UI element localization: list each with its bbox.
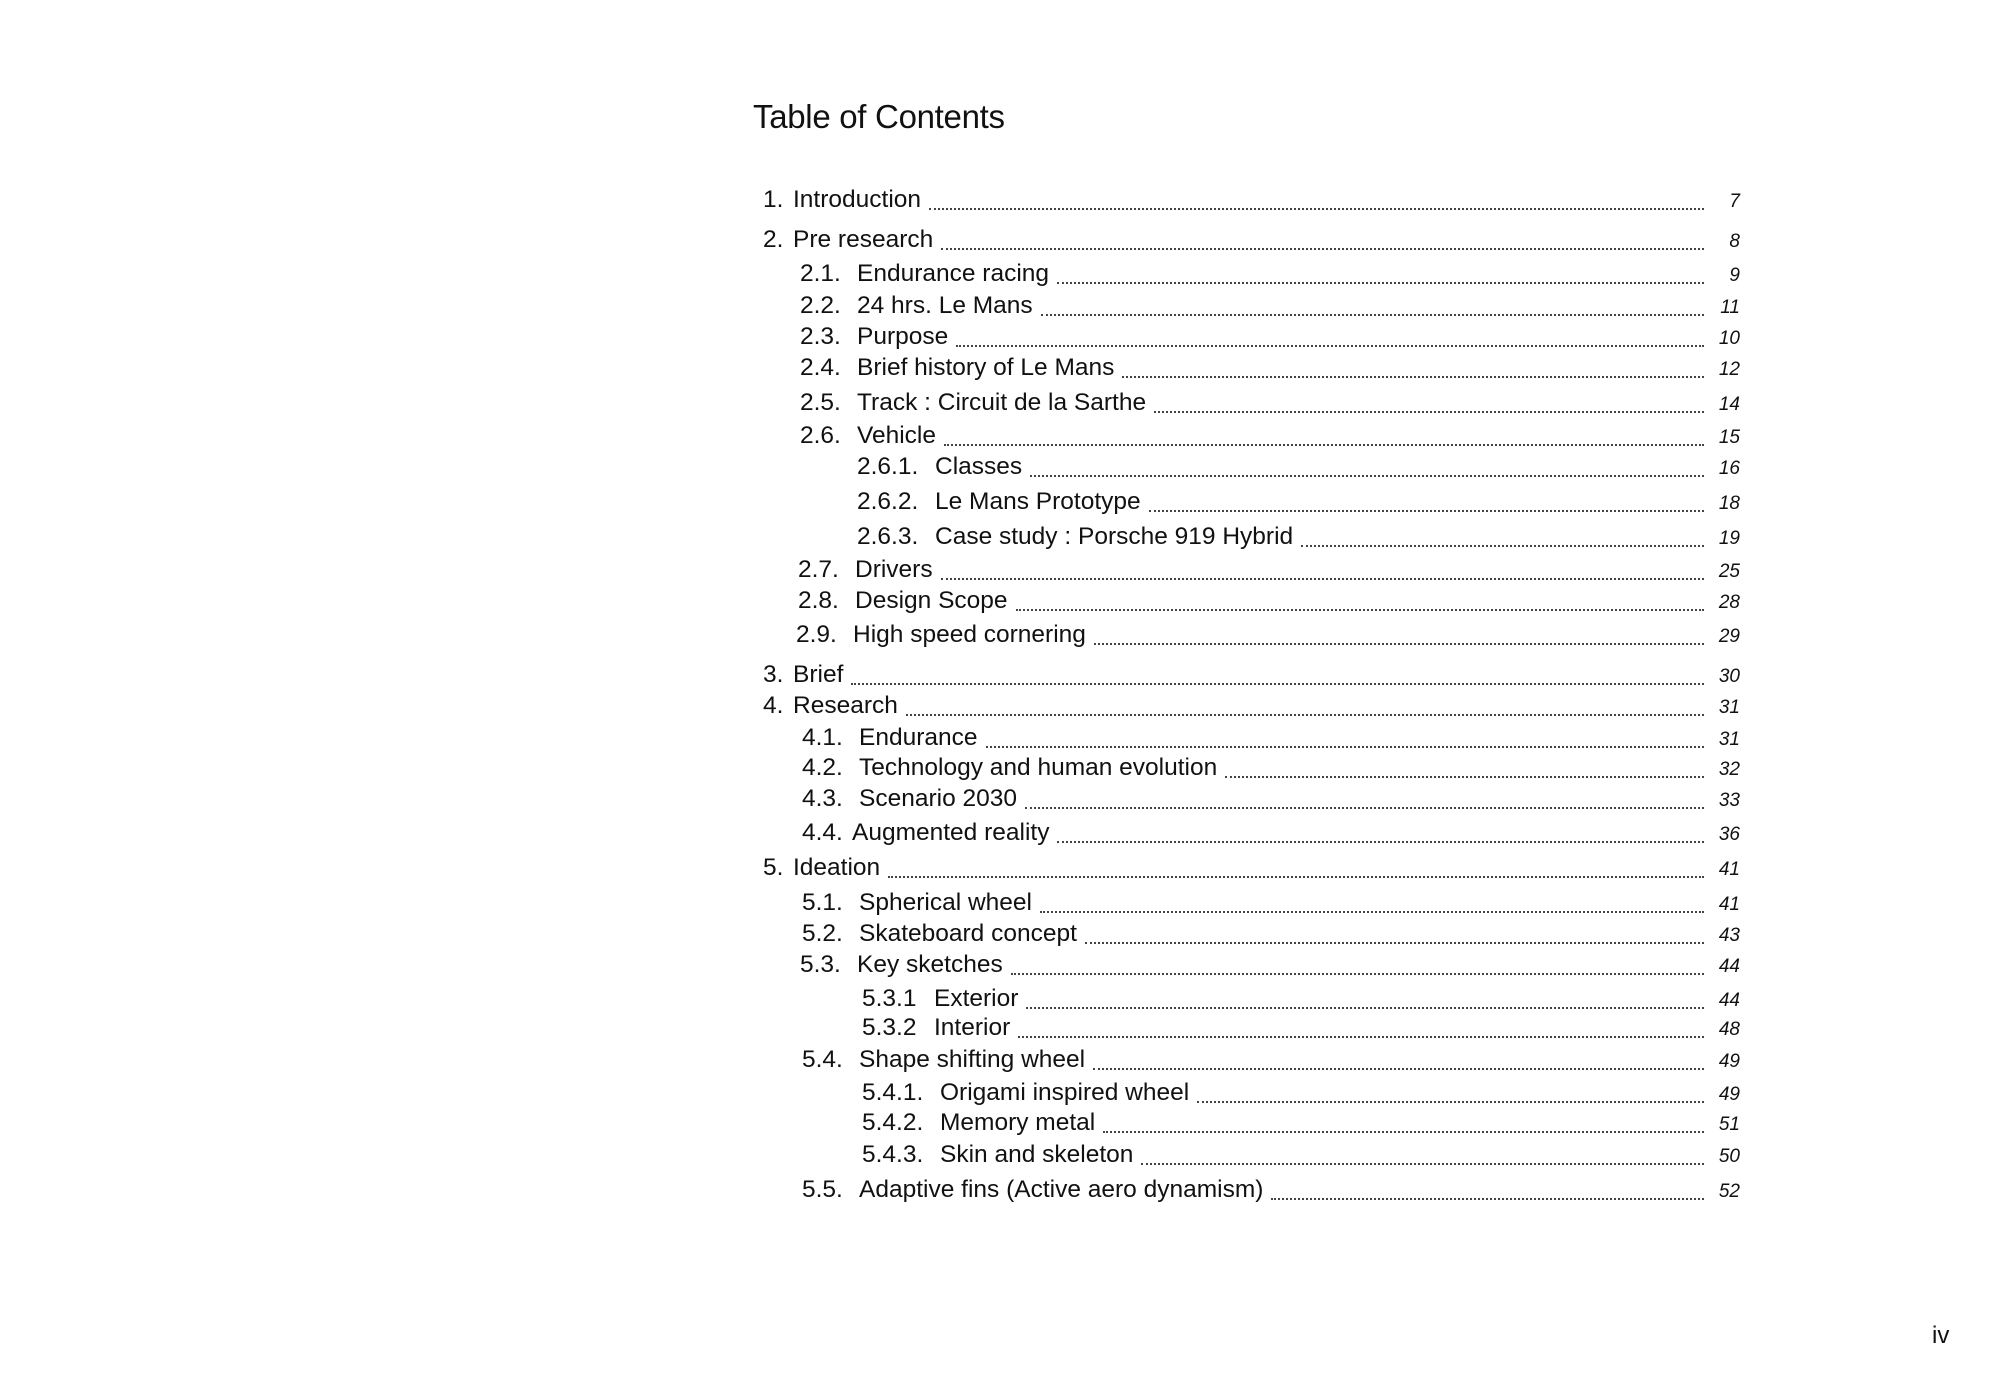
toc-entry-number: 5. [763, 854, 784, 881]
dot-leader [1094, 643, 1704, 645]
toc-entry-page: 48 [1718, 1019, 1740, 1040]
toc-entry-page: 18 [1718, 493, 1740, 514]
toc-entry-label: Adaptive fins (Active aero dynamism) [859, 1176, 1264, 1203]
toc-entry-number: 2. [763, 226, 784, 253]
toc-entry-ideation[interactable] [763, 853, 1740, 883]
toc-entry-classes[interactable] [857, 452, 1740, 482]
toc-entry-page: 49 [1718, 1084, 1740, 1105]
toc-entry-number: 5.4.2. [862, 1109, 924, 1136]
dot-leader [906, 714, 1704, 716]
toc-entry-label: Endurance [859, 724, 978, 751]
toc-entry-scenario-2030[interactable] [802, 784, 1740, 814]
toc-entry-page: 32 [1718, 759, 1740, 780]
toc-entry-number: 2.7. [798, 556, 839, 583]
toc-entry-page: 43 [1718, 925, 1740, 946]
toc-entry-page: 15 [1718, 427, 1740, 448]
toc-entry-number: 2.9. [796, 621, 837, 648]
toc-entry-number: 2.8. [798, 587, 839, 614]
toc-entry-number: 2.6.3. [857, 523, 919, 550]
toc-entry-number: 2.6.1. [857, 453, 919, 480]
toc-entry-label: Research [793, 692, 898, 719]
toc-entry-page: 33 [1718, 790, 1740, 811]
toc-entry-label: Drivers [855, 556, 933, 583]
toc-entry-number: 5.2. [802, 920, 843, 947]
toc-entry-number: 2.6.2. [857, 488, 919, 515]
dot-leader [1041, 314, 1704, 316]
toc-entry-label: Purpose [857, 323, 949, 350]
toc-entry-page: 10 [1718, 328, 1740, 349]
toc-entry-label: Memory metal [940, 1109, 1096, 1136]
toc-entry-number: 2.6. [800, 422, 841, 449]
toc-entry-label: Origami inspired wheel [940, 1079, 1190, 1106]
dot-leader [1225, 776, 1704, 778]
dot-leader [1030, 475, 1704, 477]
toc-entry-label: Technology and human evolution [859, 754, 1218, 781]
toc-entry-exterior[interactable] [862, 984, 1740, 1014]
toc-entry-page: 36 [1718, 824, 1740, 845]
toc-entry-page: 50 [1718, 1146, 1740, 1167]
dot-leader [1018, 1036, 1704, 1038]
dot-leader [1016, 609, 1704, 611]
toc-entry-number: 2.5. [800, 389, 841, 416]
toc-entry-number: 4. [763, 692, 784, 719]
toc-entry-design-scope[interactable] [798, 586, 1740, 616]
toc-entry-number: 4.1. [802, 724, 843, 751]
toc-entry-page: 19 [1718, 528, 1740, 549]
toc-entry-number: 5.4. [802, 1046, 843, 1073]
toc-entry-label: Exterior [934, 985, 1019, 1012]
toc-entry-number: 1. [763, 186, 784, 213]
toc-entry-number: 4.3. [802, 785, 843, 812]
dot-leader [1011, 973, 1704, 975]
toc-entry-page: 44 [1718, 956, 1740, 977]
toc-entry-label: Case study : Porsche 919 Hybrid [935, 523, 1294, 550]
toc-entry-label: Spherical wheel [859, 889, 1032, 916]
toc-entry-origami-wheel[interactable] [862, 1078, 1740, 1108]
toc-entry-page: 41 [1718, 894, 1740, 915]
toc-entry-page: 12 [1718, 359, 1740, 380]
toc-entry-page: 52 [1718, 1181, 1740, 1202]
toc-entry-label: Skateboard concept [859, 920, 1077, 947]
dot-leader [929, 208, 1704, 210]
dot-leader [986, 746, 1704, 748]
toc-entry-label: Key sketches [857, 951, 1003, 978]
toc-entry-label: Le Mans Prototype [935, 488, 1141, 515]
toc-entry-label: Introduction [793, 186, 922, 213]
dot-leader [851, 683, 1704, 685]
toc-entry-page: 31 [1718, 729, 1740, 750]
toc-entry-label: Pre research [793, 226, 934, 253]
toc-entry-page: 29 [1718, 626, 1740, 647]
toc-entry-number: 2.4. [800, 354, 841, 381]
toc-entry-pre-research[interactable] [763, 225, 1740, 255]
toc-entry-label: Endurance racing [857, 260, 1050, 287]
toc-entry-vehicle[interactable] [800, 421, 1740, 451]
toc-entry-brief[interactable] [763, 660, 1740, 690]
toc-entry-number: 2.3. [800, 323, 841, 350]
toc-entry-page: 41 [1718, 859, 1740, 880]
toc-entry-number: 2.2. [800, 292, 841, 319]
toc-entry-page: 51 [1718, 1114, 1740, 1135]
toc-entry-key-sketches[interactable] [800, 950, 1740, 980]
dot-leader [1271, 1198, 1704, 1200]
toc-entry-label: Brief history of Le Mans [857, 354, 1115, 381]
toc-entry-page: 49 [1718, 1051, 1740, 1072]
toc-entry-memory-metal[interactable] [862, 1108, 1740, 1138]
dot-leader [1057, 282, 1704, 284]
toc-entry-number: 4.4. [802, 819, 843, 846]
toc-entry-page: 7 [1729, 191, 1740, 212]
toc-entry-label: Augmented reality [852, 819, 1050, 846]
toc-entry-drivers[interactable] [798, 555, 1740, 585]
toc-entry-label: Scenario 2030 [859, 785, 1018, 812]
dot-leader [1093, 1068, 1704, 1070]
toc-entry-page: 30 [1718, 666, 1740, 687]
dot-leader [1040, 911, 1704, 913]
toc-entry-label: High speed cornering [853, 621, 1086, 648]
toc-entry-le-mans-prototype[interactable] [857, 487, 1740, 517]
toc-entry-skin-and-skeleton[interactable] [862, 1140, 1740, 1170]
dot-leader [1085, 942, 1704, 944]
dot-leader [1149, 510, 1704, 512]
toc-entry-adaptive-fins[interactable] [802, 1175, 1740, 1205]
toc-entry-spherical-wheel[interactable] [802, 888, 1740, 918]
dot-leader [956, 345, 1704, 347]
toc-entry-high-speed-cornering[interactable] [796, 620, 1740, 650]
toc-entry-label: Design Scope [855, 587, 1008, 614]
toc-entry-interior[interactable] [862, 1013, 1740, 1043]
toc-entry-number: 4.2. [802, 754, 843, 781]
dot-leader [1122, 376, 1704, 378]
toc-entry-label: Ideation [793, 854, 881, 881]
dot-leader [1154, 411, 1704, 413]
toc-entry-case-study[interactable] [857, 522, 1740, 552]
toc-entry-page: 9 [1729, 265, 1740, 286]
toc-entry-label: Skin and skeleton [940, 1141, 1134, 1168]
toc-entry-endurance-racing[interactable] [800, 259, 1740, 289]
toc-entry-label: 24 hrs. Le Mans [857, 292, 1033, 319]
toc-entry-number: 5.4.1. [862, 1079, 924, 1106]
toc-entry-skateboard-concept[interactable] [802, 919, 1740, 949]
dot-leader [1057, 841, 1704, 843]
toc-entry-label: Brief [793, 661, 844, 688]
toc-entry-page: 16 [1718, 458, 1740, 479]
toc-entry-track[interactable] [800, 388, 1740, 418]
dot-leader [941, 578, 1704, 580]
toc-entry-number: 5.3.2 [862, 1014, 917, 1041]
toc-entry-purpose[interactable] [800, 322, 1740, 352]
toc-entry-technology[interactable] [802, 753, 1740, 783]
toc-entry-page: 8 [1729, 231, 1740, 252]
toc-entry-introduction[interactable] [763, 185, 1740, 215]
toc-entry-number: 2.1. [800, 260, 841, 287]
toc-entry-endurance[interactable] [802, 723, 1740, 753]
toc-entry-label: Classes [935, 453, 1023, 480]
toc-entry-page: 31 [1718, 697, 1740, 718]
toc-entry-number: 3. [763, 661, 784, 688]
page-number: iv [1932, 1322, 1950, 1349]
toc-entry-label: Vehicle [857, 422, 937, 449]
toc-entry-number: 5.1. [802, 889, 843, 916]
toc-entry-shape-shifting-wheel[interactable] [802, 1045, 1740, 1075]
dot-leader [1103, 1131, 1704, 1133]
toc-entry-number: 5.5. [802, 1176, 843, 1203]
toc-entry-label: Track : Circuit de la Sarthe [857, 389, 1147, 416]
toc-entry-page: 25 [1718, 561, 1740, 582]
dot-leader [1197, 1101, 1704, 1103]
toc-entry-24-hrs-le-mans[interactable] [800, 291, 1740, 321]
dot-leader [1141, 1163, 1704, 1165]
dot-leader [1025, 807, 1704, 809]
dot-leader [888, 876, 1704, 878]
toc-entry-research[interactable] [763, 691, 1740, 721]
dot-leader [1026, 1007, 1704, 1009]
dot-leader [1301, 545, 1704, 547]
toc-entry-number: 5.4.3. [862, 1141, 924, 1168]
toc-entry-page: 44 [1718, 990, 1740, 1011]
toc-entry-augmented-reality[interactable] [802, 818, 1740, 848]
page-title: Table of Contents [753, 98, 1005, 135]
toc-entry-label: Shape shifting wheel [859, 1046, 1086, 1073]
toc-entry-page: 14 [1718, 394, 1740, 415]
toc-entry-number: 5.3.1 [862, 985, 917, 1012]
dot-leader [941, 248, 1704, 250]
toc-entry-label: Interior [934, 1014, 1011, 1041]
toc-entry-page: 11 [1720, 297, 1740, 318]
dot-leader [944, 444, 1704, 446]
toc-entry-brief-history[interactable] [800, 353, 1740, 383]
toc-entry-page: 28 [1718, 592, 1740, 613]
toc-entry-number: 5.3. [800, 951, 841, 978]
